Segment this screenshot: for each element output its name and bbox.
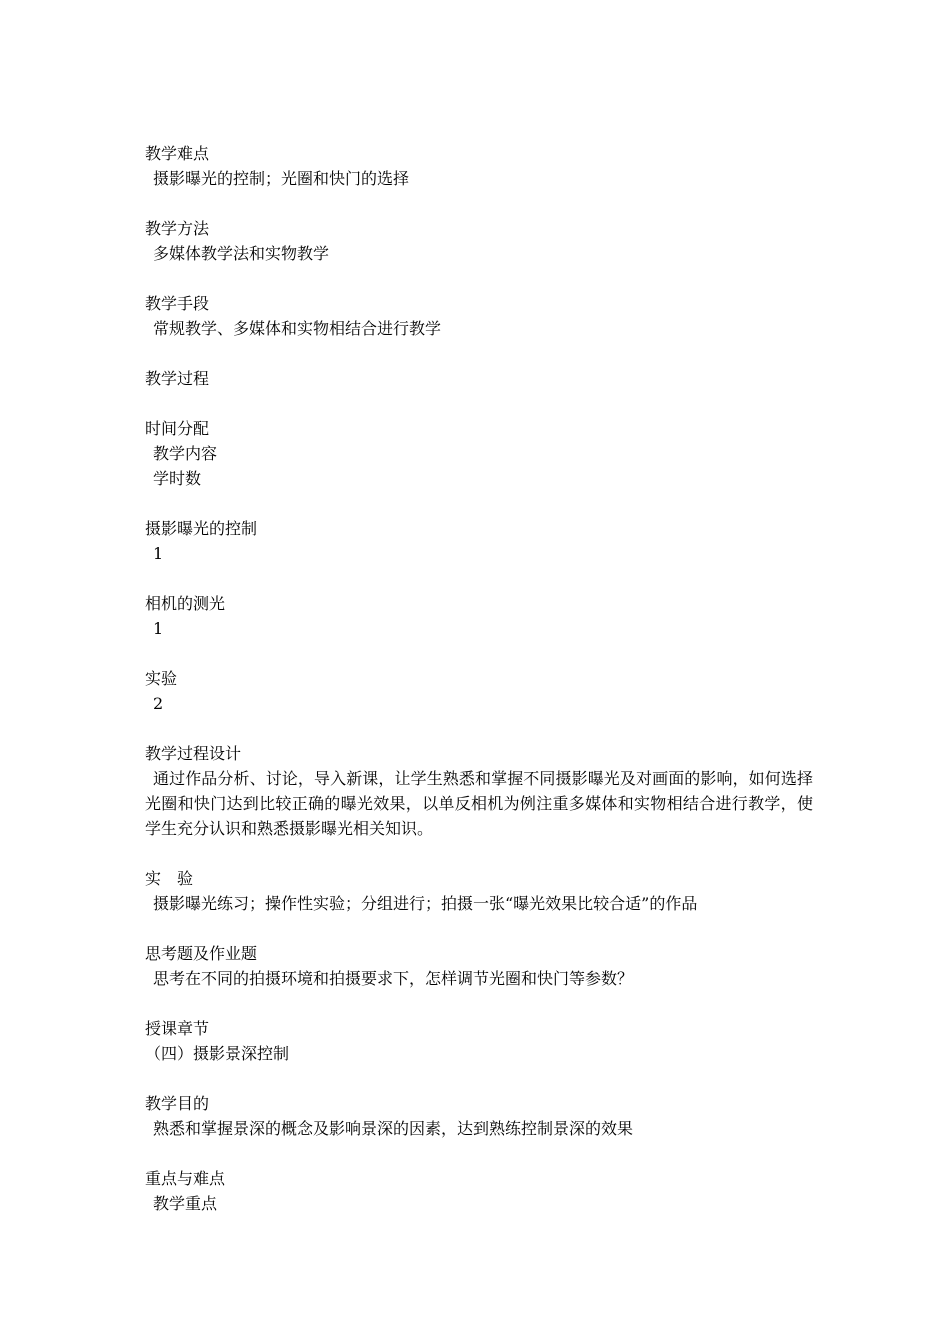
section-teaching-process (145, 366, 813, 391)
section-heading: 教学目的 (145, 1094, 210, 1113)
section-heading: 实 验 (145, 869, 194, 888)
section-heading: 时间分配 (145, 419, 210, 438)
section-text: 摄影曝光练习；操作性实验；分组进行；拍摄一张“曝光效果比较合适”的作品 (153, 894, 698, 913)
section-heading: 教学方法 (145, 219, 210, 238)
section-homework (145, 941, 813, 991)
section-heading: 教学过程设计 (145, 744, 242, 763)
section-time-allocation (145, 416, 813, 491)
section-teaching-difficulty (145, 141, 813, 191)
section-paragraph: 通过作品分析、讨论，导入新课，让学生熟悉和掌握不同摄影曝光及对画面的影响，如何选择光圈和快门达到比较正确的曝光效果，以单反相机为例注重多媒体和实物相结合进行教学，使学生充分认识和熟悉摄影曝光相关知识。 (145, 769, 813, 838)
section-text: 摄影曝光的控制；光圈和快门的选择 (153, 169, 410, 188)
section-chapter (145, 1016, 813, 1066)
section-heading: 相机的测光 (145, 594, 226, 613)
section-text: 思考在不同的拍摄环境和拍摄要求下，怎样调节光圈和快门等参数？ (153, 969, 634, 988)
section-text: 常规教学、多媒体和实物相结合进行教学 (153, 319, 442, 338)
section-text: （四）摄影景深控制 (145, 1044, 290, 1063)
section-text: 多媒体教学法和实物教学 (153, 244, 330, 263)
section-experiment-hours (145, 666, 813, 716)
section-heading: 教学难点 (145, 144, 210, 163)
section-text: 教学内容 (153, 444, 218, 463)
section-exposure-control (145, 516, 813, 566)
section-heading: 实验 (145, 669, 178, 688)
section-experiment (145, 866, 813, 916)
section-heading: 重点与难点 (145, 1169, 226, 1188)
section-text: 教学重点 (153, 1194, 218, 1213)
section-heading: 授课章节 (145, 1019, 210, 1038)
section-hours: 1 (153, 544, 164, 563)
section-heading: 教学过程 (145, 369, 210, 388)
document-page (145, 141, 813, 1241)
section-text: 学时数 (153, 469, 202, 488)
section-teaching-means (145, 291, 813, 341)
section-camera-metering (145, 591, 813, 641)
section-heading: 思考题及作业题 (145, 944, 258, 963)
section-text: 熟悉和掌握景深的概念及影响景深的因素，达到熟练控制景深的效果 (153, 1119, 634, 1138)
section-hours: 1 (153, 619, 164, 638)
section-hours: 2 (153, 694, 164, 713)
section-teaching-method (145, 216, 813, 266)
section-process-design (145, 741, 813, 841)
section-heading: 教学手段 (145, 294, 210, 313)
section-heading: 摄影曝光的控制 (145, 519, 258, 538)
section-teaching-goal (145, 1091, 813, 1141)
section-key-points (145, 1166, 813, 1216)
